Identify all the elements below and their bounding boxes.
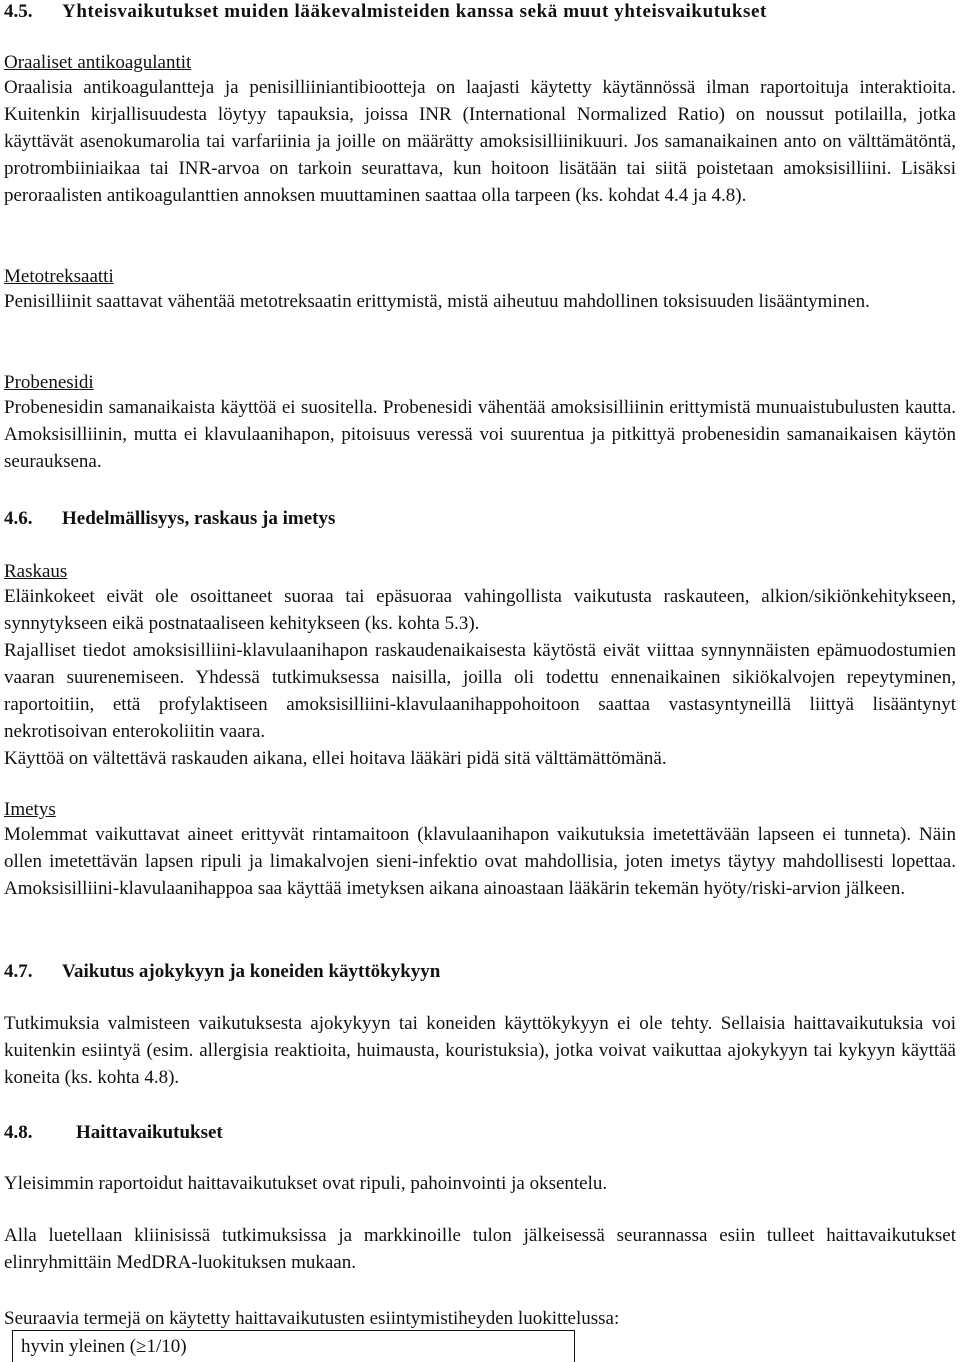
section-4-8-heading: [4, 1121, 956, 1145]
subheading-breastfeeding: Imetys: [4, 799, 56, 820]
section-4-5-heading: [4, 0, 956, 24]
frequency-table-row: [12, 1330, 575, 1362]
paragraph-adverse-listing: Alla luetellaan kliinisissä tutkimuksissa ja markkinoille tulon jälkeisessä seurannassa esiin tulleet haittavaikutukset elinryhmittäin MedDRA-luokituksen mukaan.: [4, 1225, 956, 1273]
subheading-pregnancy: Raskaus: [4, 561, 68, 582]
section-number: 4.6.: [4, 508, 33, 529]
frequency-very-common: hyvin yleinen (≥1/10): [21, 1336, 187, 1357]
section-title: Hedelmällisyys, raskaus ja imetys: [62, 508, 336, 529]
paragraph-most-common-adverse: Yleisimmin raportoidut haittavaikutukset ovat ripuli, pahoinvointi ja oksentelu.: [4, 1173, 608, 1194]
paragraph-pregnancy-limited-data: Rajalliset tiedot amoksisilliini-klavulaanihapon raskaudenaikaisesta käytöstä eivät viittaa synnynnäisten epämuodostumien vaaran suurenemiseen. Yhdessä tutkimuksessa naisilla, joilla oli todettu ennenaikainen sikiökalvojen repeytyminen, raportoitiin, että profylaktiseen amoksisilliini-klavulaanihappohoitoon saattaa vastasyntyneillä liittyä lisääntynyt nekrotisoivan enterokoliitin vaara.: [4, 640, 956, 742]
section-number: 4.8.: [4, 1122, 33, 1143]
section-title: Yhteisvaikutukset muiden lääkevalmisteiden kanssa sekä muut yhteisvaikutukset: [62, 1, 767, 22]
paragraph-frequency-intro: Seuraavia termejä on käytetty haittavaikutusten esiintymistiheyden luokittelussa:: [4, 1308, 620, 1329]
pregnancy-paragraphs: [4, 583, 956, 772]
section-number: 4.5.: [4, 1, 33, 22]
subheading-probenecid: Probenesidi: [4, 372, 94, 393]
paragraph-oral-anticoagulants: Oraalisia antikoagulantteja ja penisilliiniantibiootteja on laajasti käytetty käytännössä ilman raportoituja interaktioita. Kuitenkin kirjallisuudesta löytyy tapauksia, joissa INR (International Normalized Ratio) on noussut potilailla, jotka käyttävät asenokumarolia tai varfariinia ja joille on määrätty amoksisilliinikuuri. Jos samanaikainen anto on välttämätöntä, protrombiiniaikaa tai INR-arvoa on tarkoin seurattava, kun hoitoon lisätään tai siitä poistetaan amoksisilliini. Lisäksi peroraalisten antikoagulanttien annoksen muuttaminen saattaa olla tarpeen (ks. kohdat 4.4 ja 4.8).: [4, 77, 956, 206]
subheading-oral-anticoagulants: Oraaliset antikoagulantit: [4, 52, 192, 73]
section-4-6-heading: [4, 507, 956, 531]
paragraph-breastfeeding: Molemmat vaikuttavat aineet erittyvät rintamaitoon (klavulaanihapon vaikutuksia imetettävään lapseen ei tunneta). Näin ollen imetettävän lapsen ripuli ja limakalvojen sieni-infektio ovat mahdollisia, joten imetys täytyy mahdollisesti lopettaa. Amoksisilliini-klavulaanihappoa saa käyttää imetyksen aikana ainoastaan lääkärin tekemän hyöty/riski-arvion jälkeen.: [4, 824, 956, 899]
section-title: Vaikutus ajokykyyn ja koneiden käyttökykyyn: [62, 961, 441, 982]
section-number: 4.7.: [4, 961, 33, 982]
section-title: Haittavaikutukset: [76, 1122, 223, 1143]
paragraph-pregnancy-animal-studies: Eläinkokeet eivät ole osoittaneet suoraa tai epäsuoraa vahingollista vaikutusta raskauteen, alkion/sikiönkehitykseen, synnytykseen eikä postnataaliseen kehitykseen (ks. kohta 5.3).: [4, 586, 956, 634]
section-4-7-heading: [4, 960, 956, 984]
paragraph-methotrexate: Penisilliinit saattavat vähentää metotreksaatin erittymistä, mistä aiheutuu mahdollinen toksisuuden lisääntyminen.: [4, 291, 870, 312]
paragraph-probenecid: Probenesidin samanaikaista käyttöä ei suositella. Probenesidi vähentää amoksisilliinin erittymistä munuaistubulusten kautta. Amoksisilliinin, mutta ei klavulaanihapon, pitoisuus veressä voi suurentua ja pitkittyä probenesidin samanaikaisen käytön seurauksena.: [4, 397, 956, 472]
subheading-methotrexate: Metotreksaatti: [4, 266, 114, 287]
paragraph-driving: Tutkimuksia valmisteen vaikutuksesta ajokykyyn tai koneiden käyttökykyyn ei ole tehty. Sellaisia haittavaikutuksia voi kuitenkin esiintyä (esim. allergisia reaktioita, huimausta, kouristuksia), jotka voivat vaikuttaa ajokykyyn tai kykyyn käyttää koneita (ks. kohta 4.8).: [4, 1013, 956, 1088]
paragraph-pregnancy-avoid: Käyttöä on vältettävä raskauden aikana, ellei hoitava lääkäri pidä sitä välttämättömänä.: [4, 748, 667, 769]
